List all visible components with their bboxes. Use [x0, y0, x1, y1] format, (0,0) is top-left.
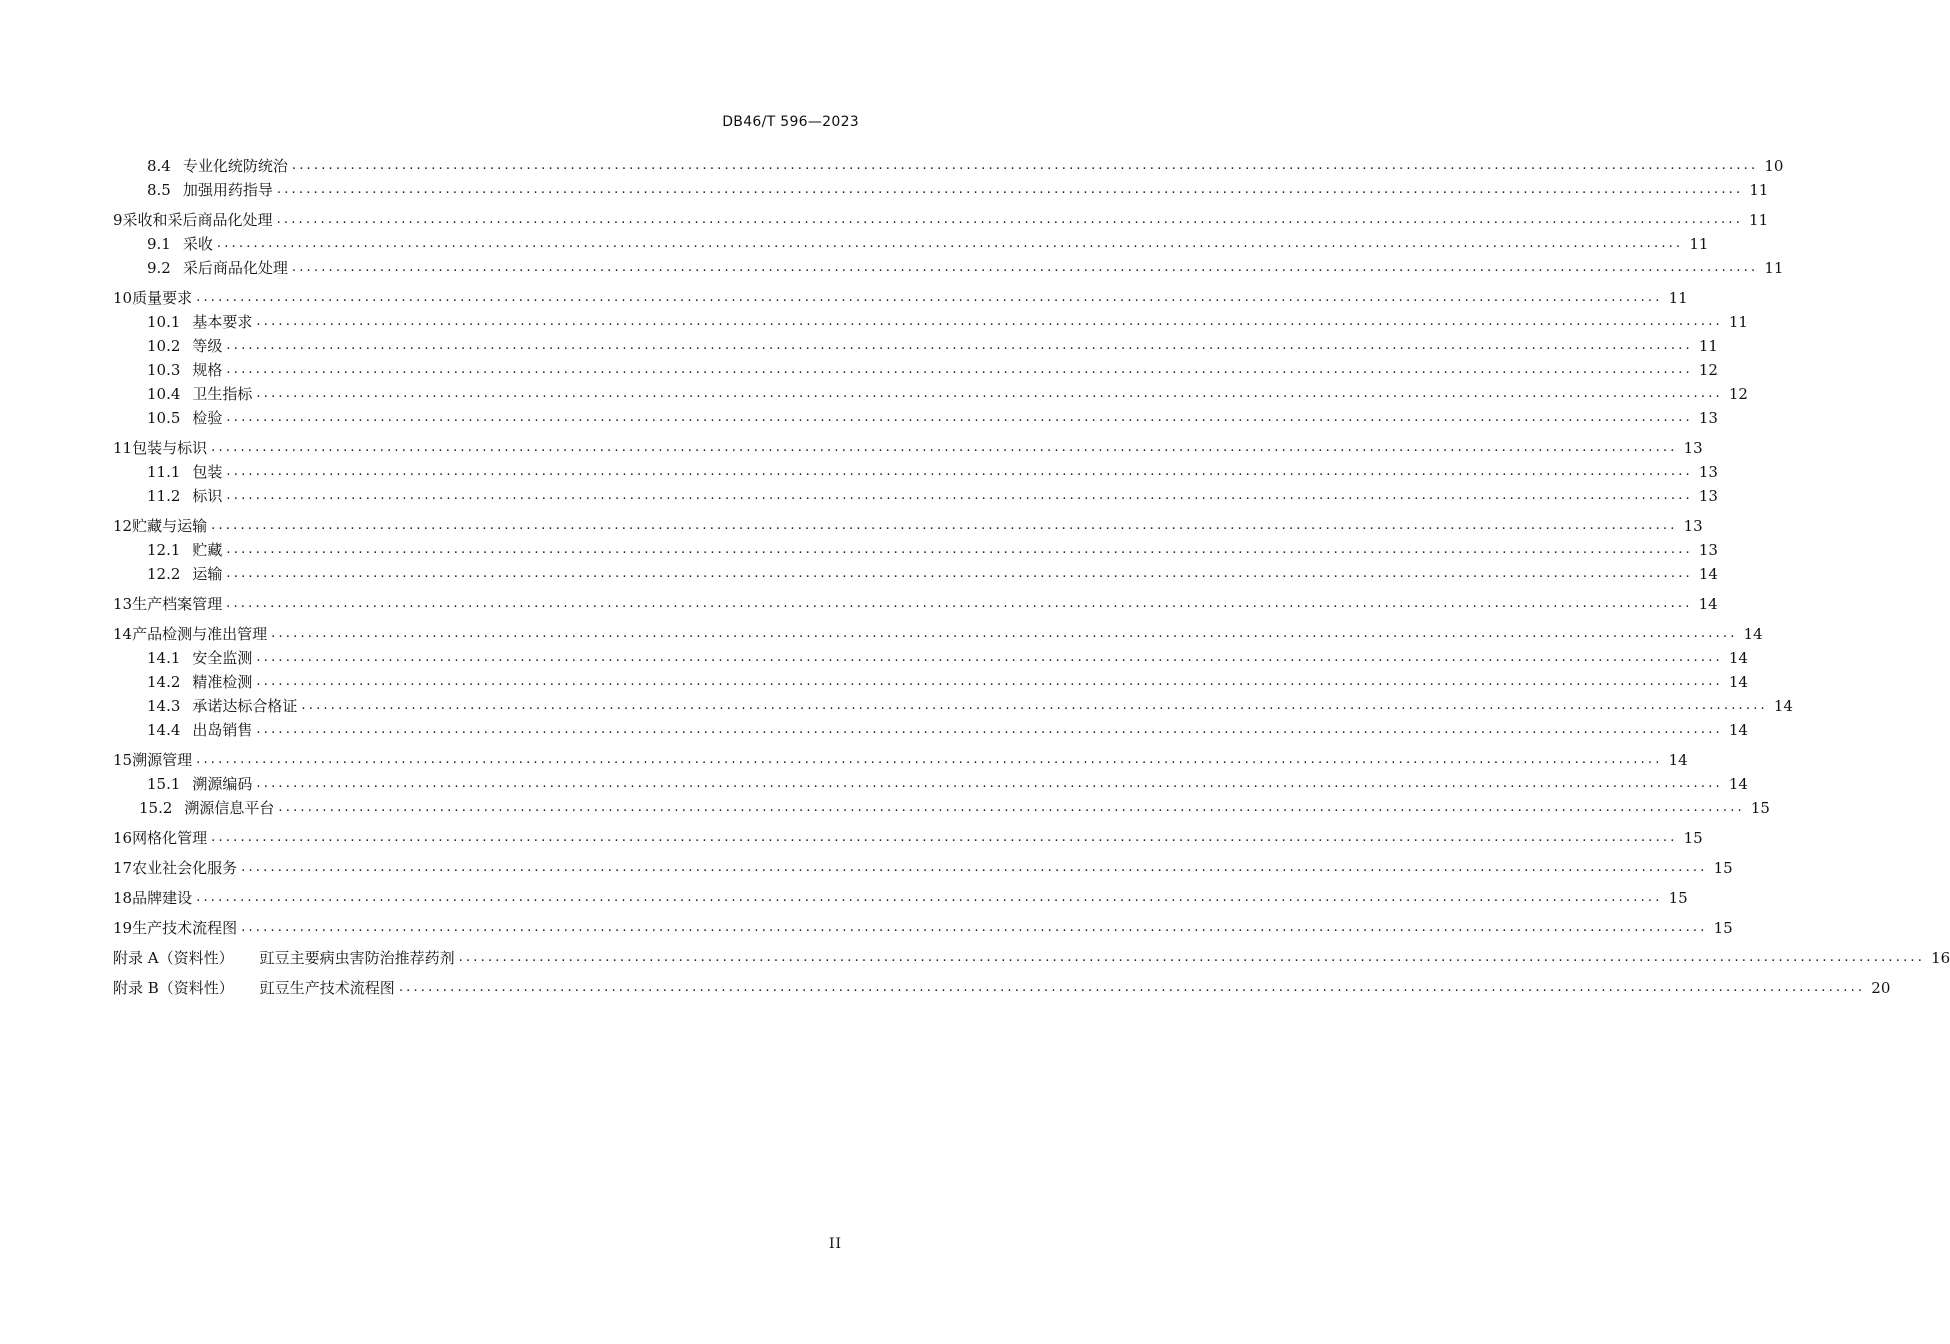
- toc-section-entry[interactable]: [113, 622, 1763, 646]
- toc-entry-title: 规格: [192, 361, 223, 379]
- toc-subsection-entry[interactable]: [113, 646, 1748, 670]
- toc-entry-number: 14: [113, 625, 133, 643]
- toc-entry-number: 11: [113, 439, 133, 457]
- toc-dot-leader: ........................................................................................................................................................................................................: [256, 386, 1723, 401]
- toc-entry-number: 8.5: [147, 181, 171, 199]
- toc-entry-number: 12.1: [147, 541, 181, 559]
- toc-entry-page: 16: [1931, 949, 1950, 967]
- toc-entry-title: 加强用药指导: [182, 181, 273, 199]
- toc-entry-page: 15: [1750, 799, 1770, 817]
- toc-entry-number: 14.2: [147, 673, 181, 691]
- toc-entry-title: 溯源管理: [132, 751, 193, 769]
- toc-entry-number: 18: [113, 889, 133, 907]
- toc-dot-leader: ........................................................................................................................................................................................................: [226, 410, 1693, 425]
- toc-subsection-entry[interactable]: [113, 232, 1709, 256]
- toc-entry-number: 8.4: [147, 157, 171, 175]
- toc-entry-number: 10.5: [147, 409, 181, 427]
- toc-entry-page: 14: [1728, 673, 1748, 691]
- toc-entry-title: 溯源编码: [192, 775, 253, 793]
- toc-section-entry[interactable]: [113, 514, 1703, 538]
- toc-entry-page: 14: [1698, 595, 1718, 613]
- toc-dot-leader: ........................................................................................................................................................................................................: [256, 674, 1723, 689]
- toc-entry-number: 9.1: [147, 235, 171, 253]
- toc-entry-number: 19: [113, 919, 133, 937]
- toc-entry-page: 13: [1683, 439, 1703, 457]
- toc-entry-title: 精准检测: [192, 673, 253, 691]
- toc-entry-title: 安全监测: [192, 649, 253, 667]
- toc-entry-number: 15.2: [139, 799, 173, 817]
- toc-dot-leader: ........................................................................................................................................................................................................: [211, 518, 1678, 533]
- toc-entry-title: 采收和采后商品化处理: [122, 211, 273, 229]
- toc-section-entry[interactable]: [113, 286, 1688, 310]
- toc-subsection-entry[interactable]: [113, 460, 1718, 484]
- toc-entry-page: 10: [1764, 157, 1784, 175]
- toc-entry-number: 10.3: [147, 361, 181, 379]
- toc-entry-number: 17: [113, 859, 133, 877]
- toc-dot-leader: ........................................................................................................................................................................................................: [211, 440, 1678, 455]
- toc-entry-number: 16: [113, 829, 133, 847]
- toc-section-entry[interactable]: [113, 436, 1703, 460]
- toc-dot-leader: ........................................................................................................................................................................................................: [241, 860, 1708, 875]
- toc-dot-leader: ........................................................................................................................................................................................................: [256, 722, 1723, 737]
- toc-dot-leader: ........................................................................................................................................................................................................: [196, 290, 1663, 305]
- toc-dot-leader: ........................................................................................................................................................................................................: [278, 800, 1745, 815]
- toc-subsection-entry[interactable]: [113, 406, 1718, 430]
- toc-section-entry[interactable]: [113, 592, 1718, 616]
- toc-dot-leader: ........................................................................................................................................................................................................: [291, 158, 1759, 173]
- toc-entry-number: 15: [113, 751, 133, 769]
- toc-dot-leader: ........................................................................................................................................................................................................: [241, 920, 1708, 935]
- toc-entry-page: 12: [1698, 361, 1718, 379]
- toc-entry-title: 卫生指标: [192, 385, 253, 403]
- toc-section-entry[interactable]: [113, 886, 1688, 910]
- toc-entry-title: 包装与标识: [132, 439, 208, 457]
- toc-section-entry[interactable]: [113, 748, 1688, 772]
- toc-dot-leader: ........................................................................................................................................................................................................: [271, 626, 1738, 641]
- document-code: DB46/T 596—2023: [722, 114, 859, 130]
- toc-entry-page: 14: [1728, 775, 1748, 793]
- toc-subsection-entry[interactable]: [113, 154, 1784, 178]
- toc-entry-title: 等级: [192, 337, 223, 355]
- toc-entry-page: 13: [1698, 541, 1718, 559]
- toc-section-entry[interactable]: [113, 826, 1703, 850]
- toc-subsection-entry[interactable]: [113, 382, 1748, 406]
- toc-appendix-entry[interactable]: [113, 976, 1891, 1000]
- toc-dot-leader: ........................................................................................................................................................................................................: [398, 980, 1866, 995]
- toc-entry-page: 14: [1698, 565, 1718, 583]
- toc-entry-title: 生产档案管理: [132, 595, 223, 613]
- toc-appendix-entry[interactable]: [113, 946, 1950, 970]
- toc-subsection-entry[interactable]: [113, 358, 1718, 382]
- toc-dot-leader: ........................................................................................................................................................................................................: [291, 260, 1759, 275]
- toc-entry-title: 标识: [192, 487, 223, 505]
- toc-entry-page: 14: [1668, 751, 1688, 769]
- toc-entry-number: 15.1: [147, 775, 181, 793]
- toc-entry-page: 11: [1749, 181, 1769, 199]
- toc-entry-title: 基本要求: [192, 313, 253, 331]
- toc-entry-number: 11.2: [147, 487, 181, 505]
- toc-entry-title: 出岛销售: [192, 721, 253, 739]
- toc-entry-title: 质量要求: [132, 289, 193, 307]
- table-of-contents: [113, 154, 1950, 1000]
- toc-entry-number: 10.4: [147, 385, 181, 403]
- toc-entry-title: 生产技术流程图: [132, 919, 238, 937]
- toc-entry-title: 专业化统防统治: [182, 157, 288, 175]
- toc-subsection-entry[interactable]: [113, 178, 1769, 202]
- toc-entry-number: 附录 B（资料性）: [113, 979, 234, 997]
- toc-entry-page: 12: [1728, 385, 1748, 403]
- toc-subsection-entry[interactable]: [113, 484, 1718, 508]
- toc-entry-number: 10.2: [147, 337, 181, 355]
- toc-dot-leader: ........................................................................................................................................................................................................: [276, 212, 1744, 227]
- toc-entry-number: 12.2: [147, 565, 181, 583]
- toc-entry-page: 14: [1728, 721, 1748, 739]
- toc-entry-page: 15: [1668, 889, 1688, 907]
- toc-entry-number: 10: [113, 289, 133, 307]
- toc-entry-title: 包装: [192, 463, 223, 481]
- toc-dot-leader: ........................................................................................................................................................................................................: [226, 566, 1693, 581]
- toc-subsection-entry[interactable]: [113, 538, 1718, 562]
- toc-subsection-entry[interactable]: [113, 772, 1748, 796]
- toc-entry-number: 13: [113, 595, 133, 613]
- toc-subsection-entry[interactable]: [113, 256, 1784, 280]
- toc-entry-title: 采收: [182, 235, 213, 253]
- toc-section-entry[interactable]: [113, 856, 1733, 880]
- toc-entry-page: 13: [1683, 517, 1703, 535]
- toc-dot-leader: ........................................................................................................................................................................................................: [276, 182, 1744, 197]
- toc-subsection-entry[interactable]: [113, 670, 1748, 694]
- toc-subsection-entry[interactable]: [113, 334, 1718, 358]
- toc-entry-number: 14.3: [147, 697, 181, 715]
- toc-entry-number: 10.1: [147, 313, 181, 331]
- toc-subsection-entry[interactable]: [113, 562, 1718, 586]
- toc-entry-page: 15: [1683, 829, 1703, 847]
- toc-entry-title: 网格化管理: [132, 829, 208, 847]
- toc-entry-title: 运输: [192, 565, 223, 583]
- toc-entry-number: 12: [113, 517, 133, 535]
- toc-entry-page: 14: [1728, 649, 1748, 667]
- toc-entry-number: 11.1: [147, 463, 181, 481]
- toc-entry-title: 豇豆主要病虫害防治推荐药剂: [259, 949, 455, 967]
- toc-entry-title: 豇豆生产技术流程图: [259, 979, 395, 997]
- toc-entry-title: 检验: [192, 409, 223, 427]
- toc-dot-leader: ........................................................................................................................................................................................................: [211, 830, 1678, 845]
- toc-entry-page: 11: [1689, 235, 1709, 253]
- toc-entry-title: 农业社会化服务: [132, 859, 238, 877]
- toc-dot-leader: ........................................................................................................................................................................................................: [226, 362, 1693, 377]
- page-number: II: [828, 1236, 842, 1252]
- toc-dot-leader: ........................................................................................................................................................................................................: [196, 890, 1663, 905]
- toc-subsection-entry[interactable]: [113, 694, 1793, 718]
- toc-entry-page: 15: [1713, 919, 1733, 937]
- toc-dot-leader: ........................................................................................................................................................................................................: [301, 698, 1768, 713]
- toc-entry-page: 14: [1743, 625, 1763, 643]
- toc-dot-leader: ........................................................................................................................................................................................................: [226, 338, 1693, 353]
- toc-section-entry[interactable]: [113, 916, 1733, 940]
- toc-subsection-entry[interactable]: [113, 796, 1770, 820]
- toc-dot-leader: ........................................................................................................................................................................................................: [226, 542, 1693, 557]
- toc-entry-page: 13: [1698, 463, 1718, 481]
- toc-dot-leader: ........................................................................................................................................................................................................: [256, 650, 1723, 665]
- toc-entry-page: 11: [1668, 289, 1688, 307]
- toc-entry-page: 13: [1698, 409, 1718, 427]
- toc-subsection-entry[interactable]: [113, 310, 1748, 334]
- toc-dot-leader: ........................................................................................................................................................................................................: [216, 236, 1684, 251]
- toc-entry-number: 9: [113, 211, 123, 229]
- toc-entry-title: 贮藏: [192, 541, 223, 559]
- toc-entry-title: 溯源信息平台: [184, 799, 275, 817]
- toc-entry-title: 品牌建设: [132, 889, 193, 907]
- toc-entry-title: 承诺达标合格证: [192, 697, 298, 715]
- toc-entry-number: 附录 A（资料性）: [113, 949, 234, 967]
- toc-entry-page: 11: [1764, 259, 1784, 277]
- toc-entry-page: 15: [1713, 859, 1733, 877]
- toc-entry-page: 20: [1871, 979, 1891, 997]
- toc-entry-title: 采后商品化处理: [182, 259, 288, 277]
- toc-dot-leader: ........................................................................................................................................................................................................: [226, 464, 1693, 479]
- toc-dot-leader: ........................................................................................................................................................................................................: [226, 596, 1693, 611]
- toc-dot-leader: ........................................................................................................................................................................................................: [256, 314, 1723, 329]
- toc-subsection-entry[interactable]: [113, 718, 1748, 742]
- toc-entry-page: 14: [1773, 697, 1793, 715]
- toc-dot-leader: ........................................................................................................................................................................................................: [196, 752, 1663, 767]
- toc-entry-title: 贮藏与运输: [132, 517, 208, 535]
- toc-entry-number: 9.2: [147, 259, 171, 277]
- toc-dot-leader: ........................................................................................................................................................................................................: [458, 950, 1926, 965]
- toc-entry-page: 11: [1749, 211, 1769, 229]
- toc-entry-page: 11: [1698, 337, 1718, 355]
- toc-dot-leader: ........................................................................................................................................................................................................: [256, 776, 1723, 791]
- toc-entry-title: 产品检测与准出管理: [132, 625, 268, 643]
- toc-section-entry[interactable]: [113, 208, 1769, 232]
- toc-dot-leader: ........................................................................................................................................................................................................: [226, 488, 1693, 503]
- toc-entry-number: 14.1: [147, 649, 181, 667]
- toc-entry-page: 13: [1698, 487, 1718, 505]
- toc-entry-number: 14.4: [147, 721, 181, 739]
- toc-entry-page: 11: [1728, 313, 1748, 331]
